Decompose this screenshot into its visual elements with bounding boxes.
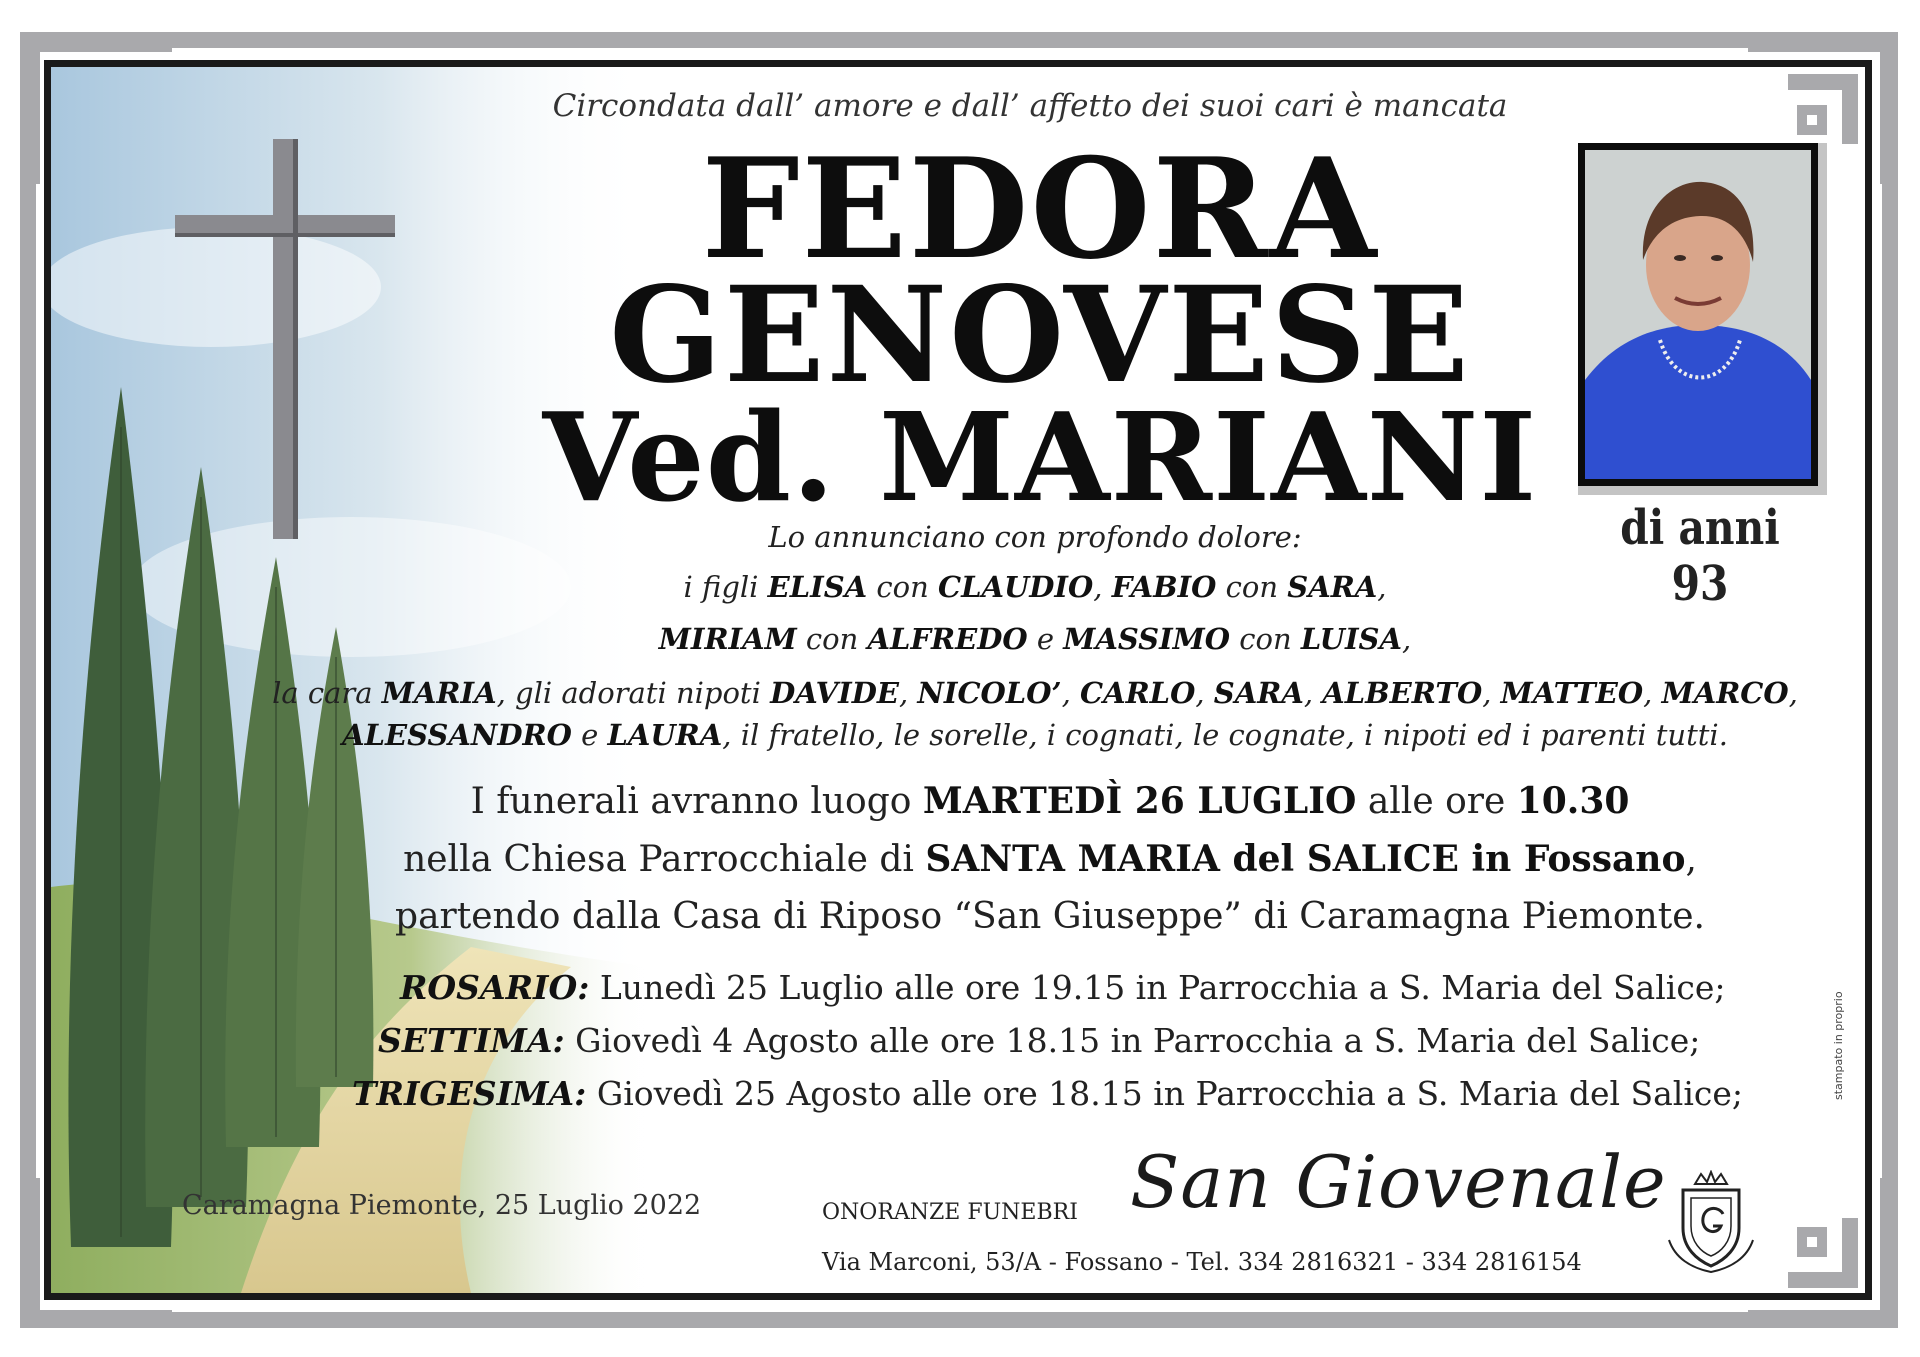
service-settima: SETTIMA: Giovedì 4 Agosto alle ore 18.15 in Parrocchia a S. Maria del Salice; [378,1021,1701,1060]
funeral-line-2: nella Chiesa Parrocchiale di SANTA MARIA del SALICE in Fossano, [403,838,1697,880]
place-date: Caramagna Piemonte, 25 Luglio 2022 [182,1190,702,1221]
age-label: di anni 93 [1620,500,1780,612]
service-trigesima: TRIGESIMA: Giovedì 25 Agosto alle ore 18.15 in Parrocchia a S. Maria del Salice; [352,1074,1744,1113]
deceased-married-name: Ved. MARIANI [542,385,1538,529]
announce-line-3: MIRIAM con ALFREDO e MASSIMO con LUISA, [658,622,1412,656]
announce-line-4: la cara MARIA, gli adorati nipoti DAVIDE, NICOLO’, CARLO, SARA, ALBERTO, MATTEO, MARCO, [272,676,1798,710]
announce-line-5: ALESSANDRO e LAURA, il fratello, le sorelle, i cognati, le cognate, i nipoti ed i parenti tutti. [342,718,1728,752]
funeral-home-crest-icon [1665,1170,1757,1274]
deceased-surname: GENOVESE [609,258,1471,413]
funeral-home-name: San Giovenale [1130,1140,1667,1224]
announce-line-2: i figli ELISA con CLAUDIO, FABIO con SARA, [683,570,1387,604]
intro-text: Circondata dall’ amore e dall’ affetto dei suoi cari è mancata [552,88,1508,124]
portrait-photo [1578,143,1818,486]
service-rosario: ROSARIO: Lunedì 25 Luglio alle ore 19.15 in Parrocchia a S. Maria del Salice; [400,968,1726,1007]
corner-ornament-bottom-right [1748,1178,1898,1328]
printed-note: stampato in proprio [1832,991,1845,1100]
funeral-home-address: Via Marconi, 53/A - Fossano - Tel. 334 2816321 - 334 2816154 [822,1248,1582,1276]
funeral-line-3: partendo dalla Casa di Riposo “San Giuseppe” di Caramagna Piemonte. [395,896,1705,937]
funeral-home-label: ONORANZE FUNEBRI [822,1200,1078,1225]
announce-line-1: Lo annunciano con profondo dolore: [768,520,1302,554]
portrait-frame [1578,143,1827,495]
funeral-line-1: I funerali avranno luogo MARTEDÌ 26 LUGLIO alle ore 10.30 [470,780,1630,822]
deceased-first-name: FEDORA [701,127,1379,290]
